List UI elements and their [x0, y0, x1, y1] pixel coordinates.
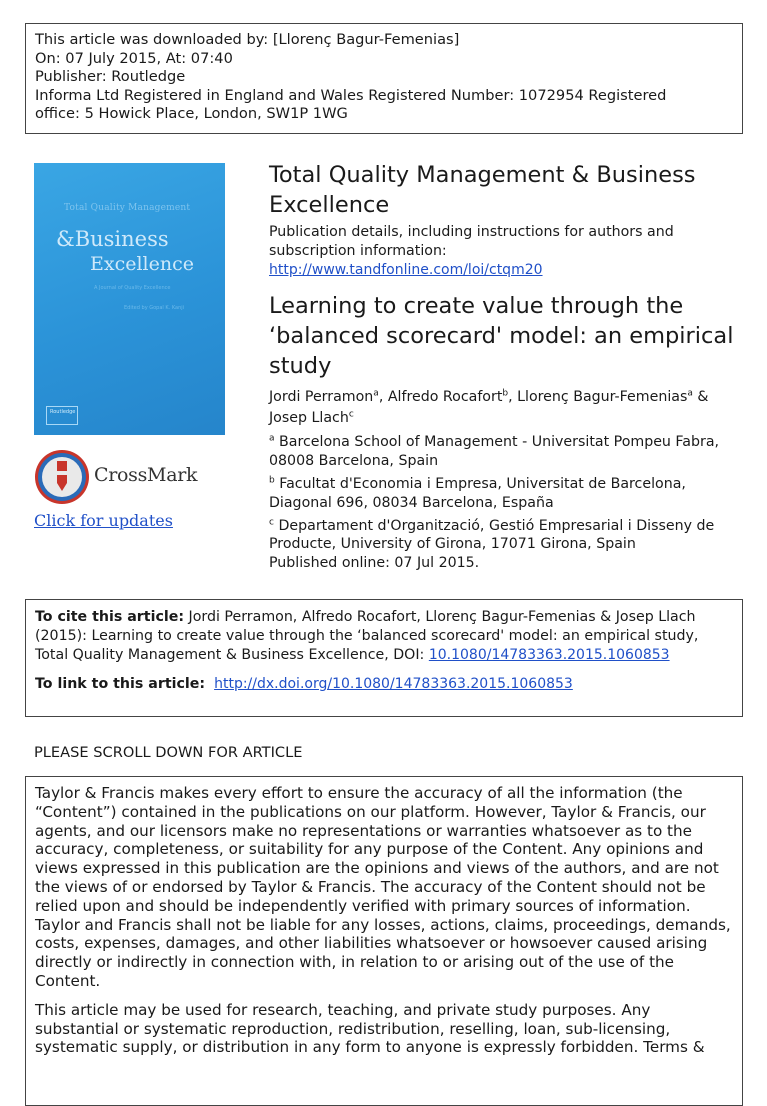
routledge-logo-icon: [46, 406, 78, 425]
citation-text: [35, 608, 733, 665]
author-affil-sup: a: [687, 388, 693, 399]
affiliation-text: Facultat d'Economia i Empresa, Universitat de Barcelona, Diagonal 696, 08034 Barcelona, España: [269, 475, 686, 511]
affiliation: [269, 433, 739, 471]
download-notice-line: office: 5 Howick Place, London, SW1P 1WG: [35, 105, 348, 123]
doi-link[interactable]: 10.1080/14783363.2015.1060853: [428, 647, 670, 663]
disclaimer-box: [25, 776, 743, 1106]
affiliation-sup: b: [269, 475, 275, 486]
cover-big-title: &Business: [56, 227, 169, 251]
article-info-column: [269, 160, 739, 573]
cover-big-title: Excellence: [90, 253, 194, 275]
publication-details-line: subscription information:: [269, 242, 447, 259]
affiliation-text: Barcelona School of Management - Universitat Pompeu Fabra, 08008 Barcelona, Spain: [269, 434, 720, 470]
download-notice-line: On: 07 July 2015, At: 07:40: [35, 49, 233, 67]
affiliation: [269, 517, 739, 555]
article-title: Learning to create value through the ‘balanced scorecard' model: an empirical study: [269, 293, 734, 380]
disclaimer-paragraph: Taylor & Francis makes every effort to ensure the accuracy of all the information (the “Content”) contained in the publications on our platform. However, Taylor & Francis, our agents, and our licensors make no representations or warranties whatsoever as to the accuracy, completeness, or suitability for any purpose of the Content. Any opinions and views expressed in this publication are the opinions and views of the authors, and are not the views of or endorsed by Taylor & Francis. The accuracy of the Content should not be relied upon and should be independently verified with primary sources of information. Taylor and Francis shall not be liable for any losses, actions, claims, proceedings, demands, costs, expenses, damages, and other liabilities whatsoever or howsoever caused arising directly or indirectly in connection with, in relation to or arising out of the use of the Content.: [35, 784, 731, 990]
article-link-row: [35, 675, 733, 694]
author-affil-sup: c: [348, 409, 354, 420]
crossmark-icon: [34, 449, 90, 505]
download-notice-line: This article was downloaded by: [Llorenç Bagur-Femenias]: [35, 31, 460, 48]
author-affil-sup: b: [502, 388, 509, 399]
journal-url-link[interactable]: http://www.tandfonline.com/loi/ctqm20: [269, 261, 543, 278]
affiliation-text: Departament d'Organització, Gestió Empresarial i Disseny de Producte, University of Girona, 17071 Girona, Spain: [269, 517, 715, 553]
download-notice-line: Informa Ltd Registered in England and Wales Registered Number: 1072954 Registered: [35, 86, 667, 104]
author-name: , Alfredo Rocafort: [378, 389, 503, 406]
publication-details-line: Publication details, including instructions for authors and: [269, 224, 674, 240]
affiliation: [269, 475, 739, 513]
publication-details: [269, 223, 739, 279]
routledge-logo-text: Routledge: [50, 409, 76, 415]
journal-title: Total Quality Management & Business Excellence: [269, 162, 696, 218]
journal-cover-image: [34, 163, 225, 435]
article-url-link[interactable]: http://dx.doi.org/10.1080/14783363.2015.1060853: [214, 676, 573, 692]
citation-label: To cite this article:: [35, 609, 185, 625]
download-notice-box: [25, 23, 743, 134]
affiliation-sup: a: [269, 433, 275, 444]
citation-box: [25, 599, 743, 717]
disclaimer-paragraph: This article may be used for research, teaching, and private study purposes. Any substantial or systematic reproduction, redistribution, reselling, loan, sub-licensing, systematic supply, or distribution in any form to anyone is expressly forbidden. Terms &: [35, 1000, 705, 1057]
citation-body: Jordi Perramon, Alfredo Rocafort, Llorenç Bagur-Femenias & Josep Llach (2015): Learning to create value through the ‘balanced scorecard' model: an empirical study, Total Quality Management & Business Excellence, DOI:: [35, 609, 699, 663]
author-name: & Josep Llach: [269, 389, 709, 427]
author-list: [269, 387, 739, 429]
download-notice-line: Publisher: Routledge: [35, 68, 186, 86]
scroll-down-note: PLEASE SCROLL DOWN FOR ARTICLE: [34, 744, 303, 761]
affiliation-sup: c: [269, 516, 274, 527]
article-link-label: To link to this article:: [35, 676, 206, 692]
cover-small-title: Total Quality Management: [64, 203, 191, 213]
click-for-updates-link[interactable]: Click for updates: [34, 511, 173, 530]
author-affil-sup: a: [373, 388, 379, 399]
cover-editor: Edited by Gopal K. Kanji: [124, 305, 185, 311]
author-name: Jordi Perramon: [269, 389, 374, 406]
published-date: Published online: 07 Jul 2015.: [269, 555, 480, 572]
crossmark-badge[interactable]: [34, 449, 198, 505]
author-name: , Llorenç Bagur-Femenias: [508, 389, 688, 406]
crossmark-label: CrossMark: [94, 464, 198, 486]
cover-tagline: A Journal of Quality Excellence: [94, 285, 171, 291]
